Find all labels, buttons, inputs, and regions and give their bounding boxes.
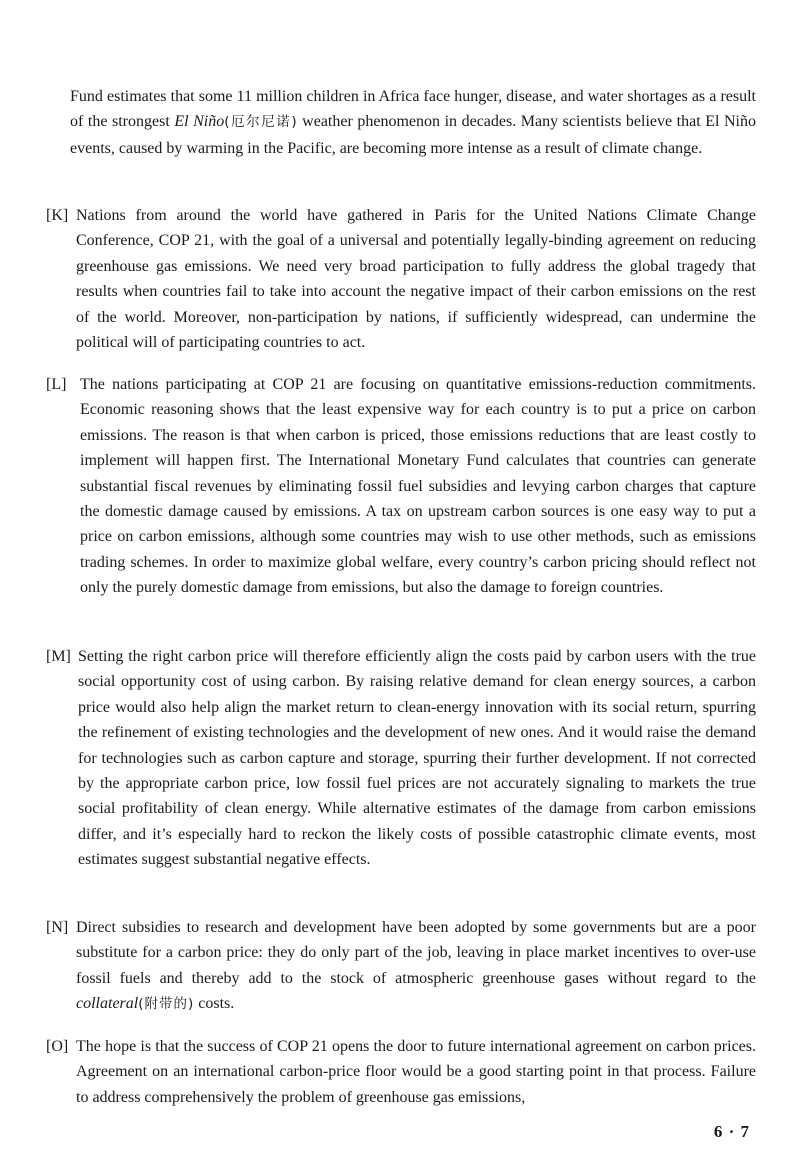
text-run: Direct subsidies to research and development have been adopted by some governments but are a poor substitute for a carbon price: they do only part of the job, leaving in place market incentives to over-use fossil fuels and thereby add to the stock of atmospheric greenhouse gases without regard to the: [76, 919, 756, 987]
paragraph-text: [76, 915, 756, 1018]
paragraph-label: [M]: [46, 648, 71, 665]
paragraph-o: [46, 1034, 756, 1110]
text-run: Fund estimates that some 11 million children in Africa face hunger, disease, and water shortages as a result of the strongest: [70, 88, 756, 131]
paragraph-text: Nations from around the world have gathered in Paris for the United Nations Climate Change Conference, COP 21, with the goal of a universal and potentially legally-binding agreement on reducing greenhouse gas emissions. We need very broad participation to fully address the global tragedy that results when countries fail to take into account the negative impact of their carbon emissions on the rest of the world. Moreover, non-participation by nations, if sufficiently widespread, can undermine the political will of participating countries to act.: [76, 207, 756, 352]
paragraph-label: [N]: [46, 919, 69, 936]
paragraph-m: [46, 644, 756, 873]
page-number: 6 · 7: [713, 1122, 750, 1141]
paragraph-text: The hope is that the success of COP 21 opens the door to future international agreement on carbon prices. Agreement on an international carbon-price floor would be a good starting point in that process. Failure to address comprehensively the problem of greenhouse gas emissions,: [76, 1038, 756, 1106]
text-run: weather phenomenon in decades. Many scientists believe that El Niño events, caused by warming in the Pacific, are becoming more intense as a result of climate change.: [70, 113, 756, 157]
paragraph-l: [46, 372, 756, 601]
paragraph-text: [70, 84, 756, 161]
paragraph-text: The nations participating at COP 21 are focusing on quantitative emissions-reduction commitments. Economic reasoning shows that the least expensive way for each country is to put a price on carbon emissions. The reason is that when carbon is priced, those emissions reductions that are least costly to implement will happen first. The International Monetary Fund calculates that countries can generate substantial fiscal revenues by eliminating fossil fuel subsidies and levying carbon charges that capture the domestic damage caused by emissions. A tax on upstream carbon sources is one easy way to put a price on carbon emissions, although some countries may wish to use other methods, such as emissions trading schemes. In order to maximize global welfare, every country’s carbon pricing should reflect not only the purely domestic damage from emissions, but also the damage to foreign countries.: [80, 376, 756, 597]
paragraph-n: [46, 915, 756, 1018]
chinese-gloss: (附带的): [138, 996, 195, 1013]
paragraph-label: [K]: [46, 207, 69, 224]
paragraph-continuation: [46, 84, 756, 161]
paragraph-text: Setting the right carbon price will therefore efficiently align the costs paid by carbon users with the true social opportunity cost of using carbon. By raising relative demand for clean energy sources, a carbon price would also help align the market return to clean-energy innovation with its social return, spurring the refinement of existing technologies and the development of new ones. And it would raise the demand for technologies such as carbon capture and storage, spurring their further development. If not corrected by the appropriate carbon price, low fossil fuel prices are not accurately signaling to markets the true social profitability of clean energy. While alternative estimates of the damage from carbon emissions differ, and it’s especially hard to reckon the likely costs of possible catastrophic climate events, most estimates suggest substantial negative effects.: [78, 648, 756, 869]
paragraph-label: [L]: [46, 376, 67, 393]
italic-term: collateral: [76, 995, 139, 1013]
paragraph-label: [O]: [46, 1038, 69, 1055]
paragraph-k: [46, 203, 756, 355]
italic-term: El Niño: [174, 113, 225, 131]
text-run: costs.: [194, 995, 235, 1013]
chinese-gloss: (厄尔尼诺): [224, 114, 298, 131]
